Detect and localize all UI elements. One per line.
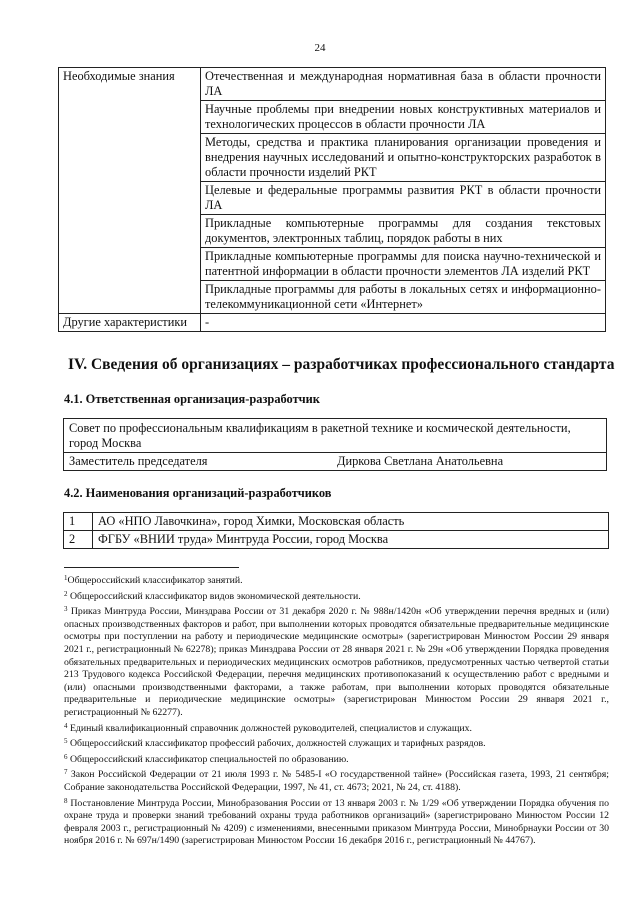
responsible-organization: Совет по профессиональным квалификациям в ракетной технике и космической деятельности, город Москва	[64, 419, 606, 453]
footnote	[64, 795, 609, 848]
responsible-heading: 4.1. Ответственная организация-разработчик	[64, 392, 320, 406]
row-label: Другие характеристики	[59, 314, 201, 332]
footnote-text: Единый квалификационный справочник должностей руководителей, специалистов и служащих.	[69, 722, 472, 734]
footnote-text: Закон Российской Федерации от 21 июля 1993 г. № 5485-I «О государственной тайне» (Российская газета, 1993, 21 сентября; Собрание законодательства Российской Федерации, 1997, № 41, ст. 4673; 2021, № 24, ст. 4188).	[64, 769, 609, 793]
signatory-name: Диркова Светлана Анатольевна	[337, 454, 504, 468]
organization-name: ФГБУ «ВНИИ труда» Минтруда России, город Москва	[93, 531, 609, 549]
footnotes	[64, 572, 609, 848]
knowledge-item: Отечественная и международная нормативная база в области прочности ЛА	[201, 68, 606, 101]
row-number: 1	[64, 513, 93, 531]
footnote-text: Общероссийский классификатор специальностей по образованию.	[69, 753, 349, 765]
knowledge-item: Прикладные программы для работы в локальных сетях и информационно-телекоммуникационной сети «Интернет»	[201, 281, 606, 314]
footnote	[64, 766, 609, 794]
footnote-mark: 7	[64, 768, 68, 777]
knowledge-item: Целевые и федеральные программы развития РКТ в области прочности ЛА	[201, 182, 606, 215]
other-characteristics-value: -	[201, 314, 606, 332]
footnote	[64, 751, 609, 767]
row-label: Необходимые знания	[59, 68, 201, 314]
signatory-position: Заместитель председателя	[69, 454, 208, 468]
table-row	[59, 314, 606, 332]
footnote-text: Общероссийский классификатор занятий.	[67, 575, 243, 586]
footnote-mark: 1	[64, 574, 68, 582]
footnote-mark: 5	[64, 737, 68, 746]
footnote-mark: 2	[64, 589, 68, 598]
responsible-signatory	[64, 453, 606, 470]
footnote-text: Приказ Минтруда России, Минздрава России от 31 декабря 2020 г. № 988н/1420н «Об утверждении перечня вредных и (или) опасных производственных факторов и работ, при выполнении которых проводятся обязательные предварительные медицинские осмотры при поступлении на работу и периодические медицинские осмотры» (зарегистрирован Минюстом России 29 января 2021 г., регистрационный № 62278); приказ Минздрава России от 28 января 2021 г. № 29н «Об утверждении Порядка проведения обязательных предварительных и периодических медицинских осмотров работников, предусмотренных частью четвертой статьи 213 Трудового кодекса Российской Федерации, перечня медицинских противопоказаний к осуществлению работ с вредными и (или) опасными производственными факторами, а также работам, при выполнении которых проводятся обязательные предварительные и периодические медицинские осмотры» (зарегистрирован Минюстом России 29 января 2021 г., регистрационный № 62277).	[64, 606, 609, 718]
knowledge-item: Методы, средства и практика планирования организации проведения и внедрения научных исследований и опытно-конструкторских разработок в области прочности изделий РКТ	[201, 134, 606, 182]
footnote-text: Общероссийский классификатор видов экономической деятельности.	[69, 590, 361, 602]
knowledge-item: Прикладные компьютерные программы для создания текстовых документов, электронных таблиц, порядок работы в них	[201, 215, 606, 248]
responsible-organization-box	[63, 418, 607, 471]
footnote-mark: 8	[64, 796, 68, 805]
table-row	[64, 513, 609, 531]
developers-table	[63, 512, 609, 549]
footnote	[64, 603, 609, 719]
developers-heading: 4.2. Наименования организаций-разработчиков	[64, 486, 332, 500]
footnote-mark: 3	[64, 605, 68, 614]
knowledge-item: Научные проблемы при внедрении новых конструктивных материалов и технологических процессов в области прочности ЛА	[201, 101, 606, 134]
table-row	[59, 68, 606, 101]
row-number: 2	[64, 531, 93, 549]
footnote	[64, 720, 609, 736]
organization-name: АО «НПО Лавочкина», город Химки, Московская область	[93, 513, 609, 531]
knowledge-table	[58, 67, 606, 332]
footnote-divider	[64, 567, 239, 568]
footnote	[64, 572, 609, 588]
table-row	[64, 531, 609, 549]
page-number: 24	[314, 42, 326, 54]
footnote	[64, 588, 609, 604]
footnote-text: Постановление Минтруда России, Минобразования России от 13 января 2003 г. № 1/29 «Об утверждении Порядка обучения по охране труда и проверки знаний требований охраны труда работников организаций» (зарегистрировано Минюстом России 12 февраля 2003 г., регистрационный № 4209) с изменениями, внесенными приказом Минтруда России, Минобрнауки России от 30 ноября 2016 г. № 697н/1490 (зарегистрирован Минюстом России 16 декабря 2016 г., регистрационный № 44767).	[64, 797, 609, 847]
footnote	[64, 735, 609, 751]
section-title: IV. Сведения об организациях – разработчиках профессионального стандарта	[68, 356, 615, 373]
footnote-text: Общероссийский классификатор профессий рабочих, должностей служащих и тарифных разрядов.	[69, 738, 486, 750]
footnote-mark: 4	[64, 721, 68, 730]
knowledge-item: Прикладные компьютерные программы для поиска научно-технической и патентной информации в области прочности элементов ЛА изделий РКТ	[201, 248, 606, 281]
footnote-mark: 6	[64, 752, 68, 761]
